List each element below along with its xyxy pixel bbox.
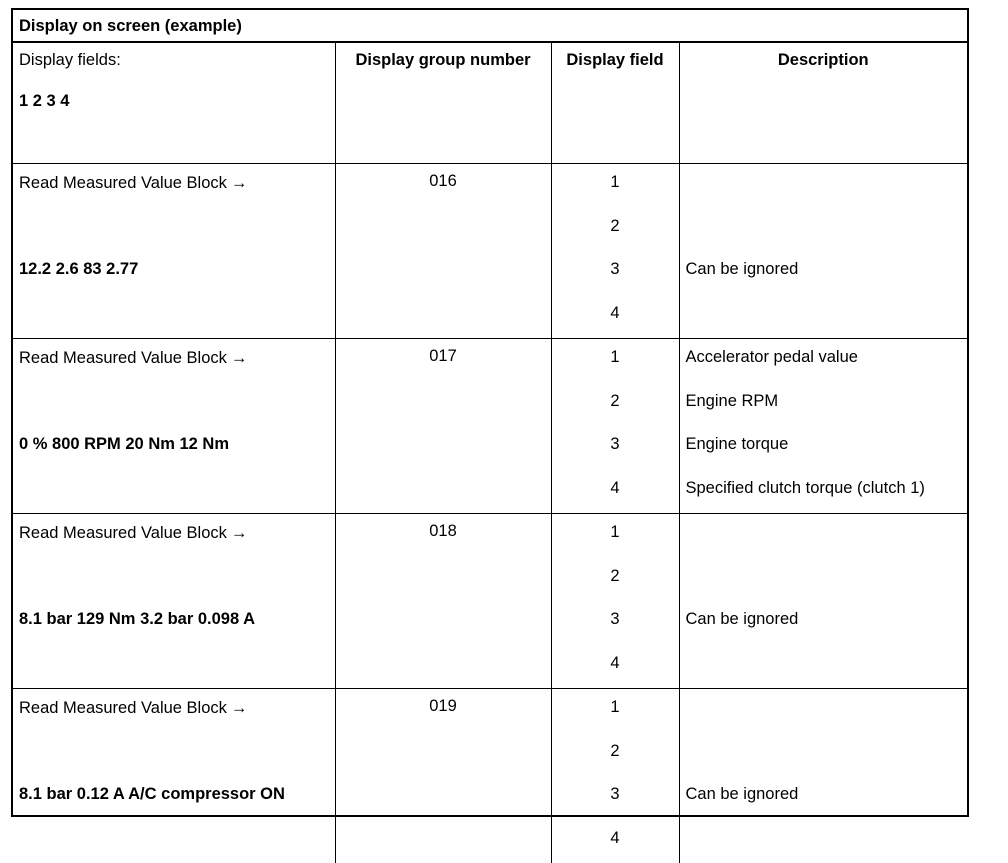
display-field-cell: [551, 689, 679, 863]
field-description: [680, 645, 968, 689]
read-measured-value-block-label: [19, 699, 247, 718]
description-header: [679, 43, 967, 164]
field-description: [680, 733, 968, 777]
display-field-number: 1: [552, 514, 679, 558]
display-table: [11, 8, 969, 817]
table-row: [13, 514, 967, 689]
read-measured-value-block-label: [19, 349, 247, 368]
field-description: [680, 208, 968, 252]
display-field-list: [552, 339, 679, 513]
display-field-list: [552, 164, 679, 338]
field-description: [680, 514, 968, 558]
display-field-number: 3: [552, 776, 679, 820]
group-number: 018: [336, 514, 551, 541]
display-field-number: 4: [552, 295, 679, 339]
read-measured-value-block-label: [19, 174, 247, 193]
display-field-number: 2: [552, 733, 679, 777]
display-fields-header: [13, 43, 335, 164]
display-field-number: 3: [552, 601, 679, 645]
description-list: [680, 514, 968, 688]
group-number: 017: [336, 339, 551, 366]
description-cell: [679, 514, 967, 689]
rmvb-text: Read Measured Value Block: [19, 174, 227, 192]
description-list: [680, 689, 968, 863]
field-description: [680, 689, 968, 733]
group-number-header: [335, 43, 551, 164]
display-field-number: 2: [552, 383, 679, 427]
display-field-number: 3: [552, 251, 679, 295]
arrow-right-icon: →: [231, 349, 248, 367]
display-fields-label: Display fields:: [13, 43, 335, 70]
group-number-label: Display group number: [336, 43, 551, 70]
description-list: [680, 164, 968, 338]
arrow-right-icon: →: [231, 524, 248, 542]
measured-values: 12.2 2.6 83 2.77: [19, 260, 138, 279]
display-fields-numbers: 1 2 3 4: [13, 70, 335, 111]
arrow-right-icon: →: [231, 174, 248, 192]
field-description: Engine torque: [680, 426, 968, 470]
display-field-number: 1: [552, 689, 679, 733]
value-block-grid: [13, 43, 967, 863]
display-field-number: 4: [552, 470, 679, 514]
field-description: Can be ignored: [680, 776, 968, 820]
display-field-number: 4: [552, 645, 679, 689]
group-number-cell: [335, 164, 551, 339]
field-description: Specified clutch torque (clutch 1): [680, 470, 968, 514]
rmvb-text: Read Measured Value Block: [19, 699, 227, 717]
display-field-cell: [551, 514, 679, 689]
field-description: [680, 820, 968, 863]
description-cell: [679, 164, 967, 339]
field-description: Can be ignored: [680, 601, 968, 645]
measured-values: 8.1 bar 129 Nm 3.2 bar 0.098 A: [19, 610, 255, 629]
display-field-label: Display field: [552, 43, 679, 70]
group-number: 016: [336, 164, 551, 191]
description-cell: [679, 689, 967, 863]
display-field-cell: [551, 164, 679, 339]
display-field-number: 2: [552, 208, 679, 252]
table-row: [13, 164, 967, 339]
field-description: Accelerator pedal value: [680, 339, 968, 383]
field-description: [680, 558, 968, 602]
block-cell: [13, 689, 335, 863]
field-description: Can be ignored: [680, 251, 968, 295]
group-number: 019: [336, 689, 551, 716]
display-field-number: 3: [552, 426, 679, 470]
display-field-cell: [551, 339, 679, 514]
display-field-list: [552, 514, 679, 688]
read-measured-value-block-label: [19, 524, 247, 543]
table-row: [13, 689, 967, 863]
display-field-header: [551, 43, 679, 164]
table-row: [13, 339, 967, 514]
rmvb-text: Read Measured Value Block: [19, 524, 227, 542]
block-cell: [13, 339, 335, 514]
block-cell: [13, 514, 335, 689]
table-title: Display on screen (example): [13, 10, 967, 43]
description-list: [680, 339, 968, 513]
arrow-right-icon: →: [231, 699, 248, 717]
field-description: Engine RPM: [680, 383, 968, 427]
display-field-number: 1: [552, 339, 679, 383]
description-label: Description: [680, 43, 968, 70]
display-field-number: 1: [552, 164, 679, 208]
display-field-number: 4: [552, 820, 679, 863]
group-number-cell: [335, 339, 551, 514]
measured-values: 8.1 bar 0.12 A A/C compressor ON: [19, 785, 285, 804]
field-description: [680, 295, 968, 339]
block-cell: [13, 164, 335, 339]
description-cell: [679, 339, 967, 514]
display-field-list: [552, 689, 679, 863]
group-number-cell: [335, 689, 551, 863]
rmvb-text: Read Measured Value Block: [19, 349, 227, 367]
field-description: [680, 164, 968, 208]
header-row: [13, 43, 967, 164]
measured-values: 0 % 800 RPM 20 Nm 12 Nm: [19, 435, 229, 454]
group-number-cell: [335, 514, 551, 689]
display-field-number: 2: [552, 558, 679, 602]
